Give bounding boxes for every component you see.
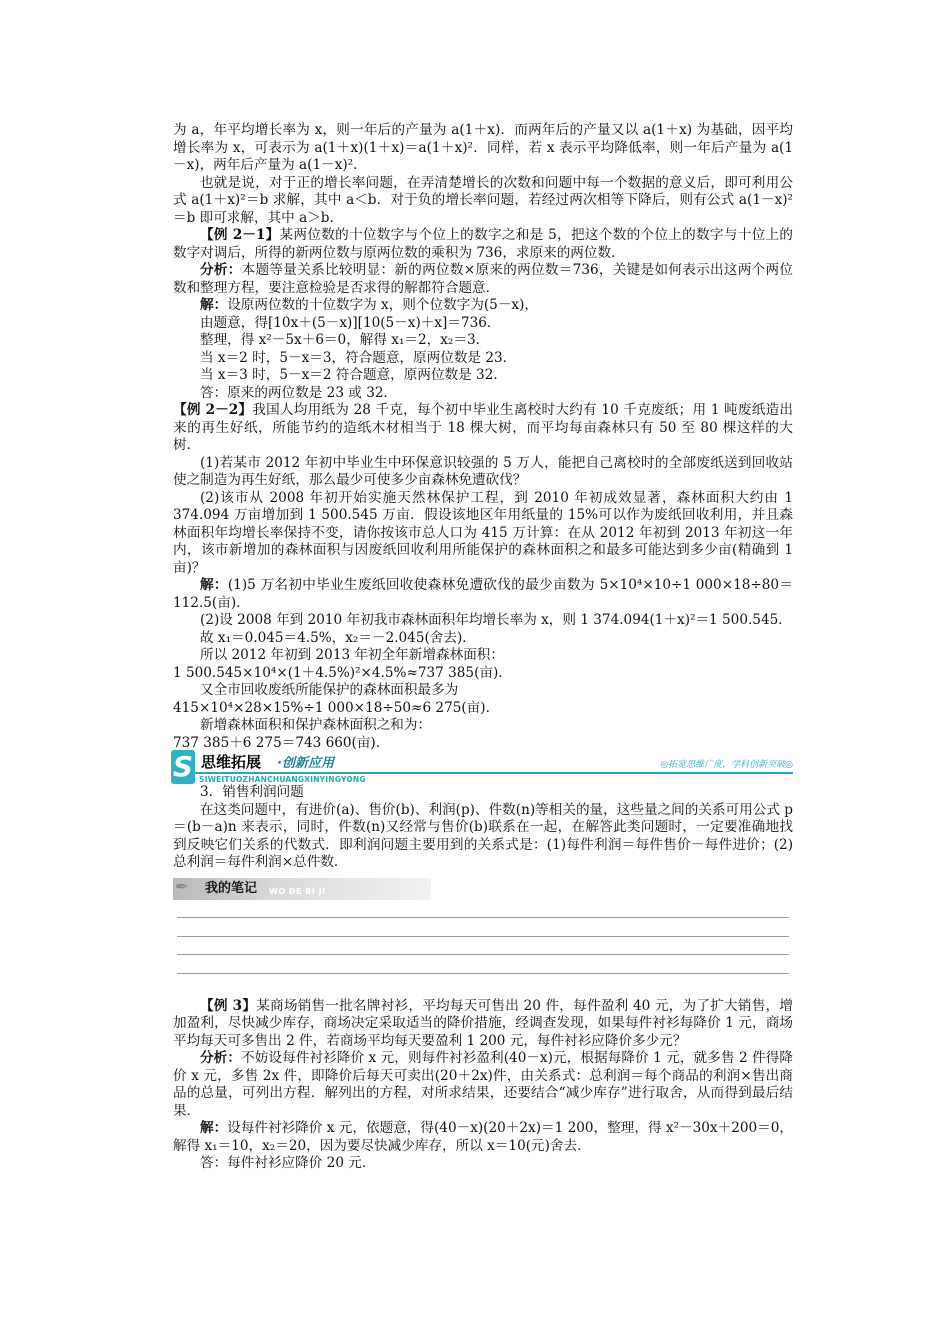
growth-paragraph-2: 也就是说，对于正的增长率问题，在弄清楚增长的次数和问题中每一个数据的意义后，即可利用公式 a(1＋x)²＝b 求解，其中 a＜b．对于负的增长率问题，若经过两次相等下降后，则有公式 a(1－x)²＝b 即可求解，其中 a＞b． xyxy=(173,174,793,226)
answer-line: 答：原来的两位数是 23 或 32． xyxy=(200,384,398,401)
solution-line: 新增森林面积和保护森林面积之和为： xyxy=(200,717,432,733)
banner-title: 思维拓展 xyxy=(201,753,262,771)
question-2: (2)该市从 2008 年初开始实施天然林保护工程，到 2010 年初成效显著，森林面积大约由 1 374.094 万亩增加到 1 500.545 万亩．假设该地区年用纸量的 15%可以作为废纸回收利用，并且森林面积年均增长率保持不变，请你按该市总人口为 415 万计算：在从 2012 年初到 2013 年初这一年内，该市新增加的森林面积与因废纸回收利用所能保护的森林面积之和最多可能达到多少亩(精确到 1 亩)？ xyxy=(173,489,798,576)
example-2-1 xyxy=(173,227,793,262)
document-page xyxy=(172,122,798,1173)
banner-letter-icon: S xyxy=(172,750,194,783)
growth-paragraph-1: 为 a，年平均增长率为 x，则一年后的产量为 a(1＋x)．而两年后的产量又以 a(1＋x) 为基础，因平均增长率为 x，可表示为 a(1＋x)(1＋x)＝a(1＋x)²．同样，若 x 表示平均降低率，则一年后产量为 a(1－x)，两年后产量为 a(1－x)²． xyxy=(173,122,793,173)
solution-line: 737 385＋6 275＝743 660(亩)． xyxy=(173,734,390,751)
notes-pinyin: WO DE BI JI xyxy=(269,886,326,896)
example-3-text: 某商场销售一批名牌衬衫，平均每天可售出 20 件，每件盈利 40 元，为了扩大销售，增加盈利，尽快减少库存，商场决定采取适当的降价措施，经调查发现，如果每件衬衫每降价 1 元，商场平均每天可多售出 2 件，若商场平均每天要盈利 1 200 元，每件衬衫应降价多少元？ xyxy=(173,997,793,1049)
solution-text: 设每件衬衫降价 x 元，依题意，得(40－x)(20＋2x)＝1 200，整理，得 x²－30x＋200＝0，解得 x₁＝10，x₂＝20，因为要尽快减少库存，所以 x＝10(元)舍去． xyxy=(173,1120,794,1154)
example-2-1-solution xyxy=(173,297,793,315)
note-line xyxy=(177,900,789,919)
example-2-2-solution-1 xyxy=(173,577,793,612)
example-2-2 xyxy=(173,402,793,455)
solution-line: 所以 2012 年初到 2013 年初全年新增森林面积： xyxy=(200,647,504,663)
solution-line: 整理，得 x²－5x＋6＝0，解得 x₁＝2，x₂＝3． xyxy=(200,332,490,348)
feather-icon: ✒ xyxy=(175,876,189,896)
example-3-solution xyxy=(173,1120,793,1155)
banner-subtitle: ·创新应用 xyxy=(277,756,334,771)
solution-line: 1 500.545×10⁴×(1＋4.5%)²×4.5%≈737 385(亩)． xyxy=(173,664,512,681)
solution-part-2: (2)设 2008 年到 2010 年初我市森林面积年均增长率为 x，则 1 374.094(1＋x)²＝1 500.545． xyxy=(200,612,792,628)
note-line xyxy=(177,918,789,937)
section-3-heading: 3．销售利润问题 xyxy=(200,784,304,800)
solution-label: 解： xyxy=(200,1120,228,1136)
notes-title: 我的笔记 xyxy=(205,880,258,896)
example-2-2-label: 【例 2－2】 xyxy=(173,402,253,418)
example-2-1-text: 某两位数的十位数字与个位上的数字之和是 5，把这个数的个位上的数字与十位上的数字对调后，所得的新两位数与原两位数的乘积为 736，求原来的两位数． xyxy=(173,227,793,261)
analysis-label: 分析： xyxy=(200,1050,242,1066)
solution-line: 故 x₁＝0.045＝4.5%，x₂＝－2.045(舍去)． xyxy=(200,629,476,646)
banner-pinyin: SIWEITUOZHANCHUANGXINYINGYONG xyxy=(199,775,366,784)
note-line xyxy=(177,955,789,974)
example-2-2-text: 我国人均用纸为 28 千克，每个初中毕业生离校时大约有 10 千克废纸；用 1 吨废纸造出来的再生好纸，所能节约的造纸木材相当于 18 棵大树，而平均每亩森林只有 50 至 80 棵这样的大树． xyxy=(173,402,793,453)
solution-line: 415×10⁴×28×15%÷1 000×18÷50≈6 275(亩)． xyxy=(173,699,500,716)
analysis-text: 不妨设每件衬衫降价 x 元，则每件衬衫盈利(40－x)元，根据每降价 1 元，就多售 2 件得降价 x 元，多售 2x 件，即降价后每天可卖出(20＋2x)件，由关系式：总利润＝每个商品的利润×售出商品的总量，可列出方程．解列出的方程，对所求结果，还要结合“减少库存”进行取舍，从而得到最后结果． xyxy=(173,1050,794,1119)
solution-line: 当 x＝3 时，5－x＝2 符合题意，原两位数是 32． xyxy=(200,367,507,383)
example-3-analysis xyxy=(173,1050,793,1120)
section-3-text: 在这类问题中，有进价(a)、售价(b)、利润(p)、件数(n)等相关的量，这些量之间的关系可用公式 p＝(b－a)n 来表示，同时，件数(n)又经常与售价(b)联系在一起，在解答此类问题时，一定要准确地找到反映它们关系的代数式．即利润问题主要用到的关系式是：(1)每件利润＝每件售价－每件进价；(2)总利润＝每件利润×总件数． xyxy=(173,801,793,870)
example-3 xyxy=(173,998,793,1051)
example-2-1-label: 【例 2－1】 xyxy=(200,227,280,243)
banner-slogan: ◎拓宽思维广度，学科创新突破◎ xyxy=(660,760,793,770)
note-line xyxy=(177,937,789,956)
solution-line: 由题意，得[10x＋(5－x)][10(5－x)＋x]＝736． xyxy=(200,314,501,331)
question-1: (1)若某市 2012 年初中毕业生中环保意识较强的 5 万人，能把自己离校时的全部废纸送到回收站使之制造为再生好纸，那么最少可使多少亩森林免遭砍伐？ xyxy=(173,454,793,488)
solution-line: 又全市回收废纸所能保护的森林面积最多为 xyxy=(200,682,459,698)
example-3-label: 【例 3】 xyxy=(200,997,257,1014)
notes-header xyxy=(173,878,431,900)
solution-line: 当 x＝2 时，5－x＝3，符合题意，原两位数是 23． xyxy=(200,349,517,366)
section-banner xyxy=(172,750,793,784)
solution-part-1: (1)5 万名初中毕业生废纸回收使森林免遭砍伐的最少亩数为 5×10⁴×10÷1 000×18÷80＝112.5(亩)． xyxy=(173,577,793,611)
solution-label: 解： xyxy=(200,577,228,593)
answer-line: 答：每件衬衫应降价 20 元． xyxy=(200,1155,376,1171)
solution-label: 解： xyxy=(200,297,228,313)
notes-lines xyxy=(173,900,793,974)
example-2-1-analysis xyxy=(173,262,793,297)
solution-line: 设原两位数的十位数字为 x，则个位数字为(5－x)， xyxy=(227,297,538,313)
analysis-text: 本题等量关系比较明显：新的两位数×原来的两位数＝736，关键是如何表示出这两个两位数和整理方程，要注意检验是否求得的解都符合题意． xyxy=(173,262,793,296)
analysis-label: 分析： xyxy=(200,262,242,278)
